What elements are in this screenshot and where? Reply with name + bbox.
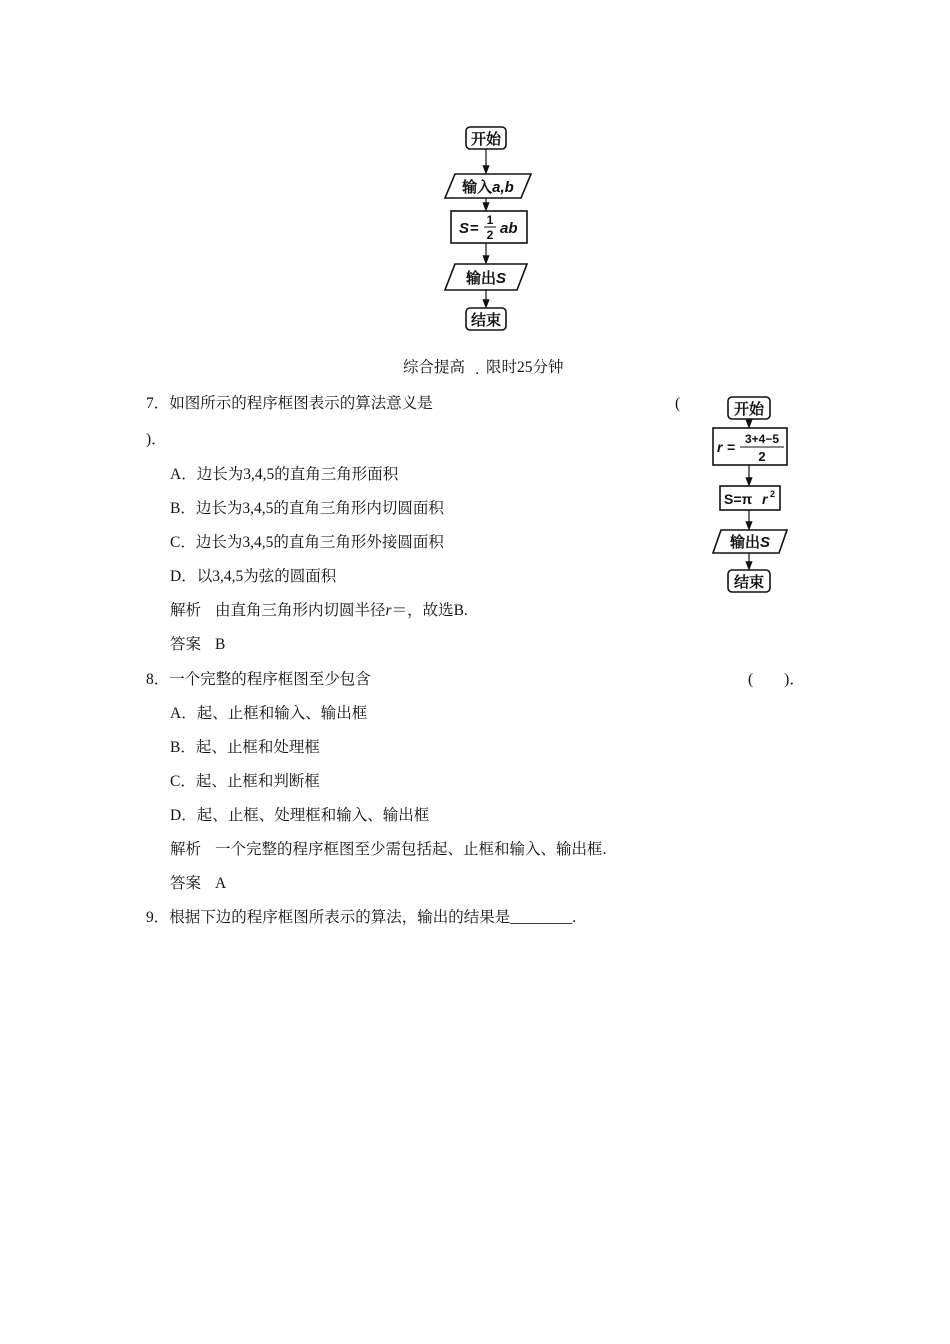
flow-input-vars: a,b [492, 179, 514, 196]
flowchart-top [435, 120, 545, 336]
svg-text:输入a,b [461, 178, 514, 196]
section-separator-dot: . [475, 362, 480, 378]
q8-option-d: D．起、止框、处理框和输入、输出框 [170, 807, 430, 824]
q7-flow-output-var: S [760, 534, 771, 551]
flow-process-box [451, 211, 527, 243]
flow-end-box [466, 308, 506, 330]
flow-process-rhs: ab [500, 220, 518, 237]
q8-option-a: A．起、止框和输入、输出框 [170, 705, 368, 722]
q7-flow-output-box [713, 530, 787, 553]
q7-answer-label: 答案 [170, 636, 202, 653]
q7-flow-s-var: r [762, 491, 768, 507]
q7-flow-start-box [728, 397, 770, 419]
q7-flow-s-sup: 2 [770, 489, 776, 499]
q7-paren-open: ( [675, 395, 681, 412]
q8-option-b: B．起、止框和处理框 [170, 739, 320, 756]
flow-output-box [445, 264, 527, 290]
q7-analysis-text: 由直角三角形内切圆半径 [215, 602, 386, 619]
q7-answer [170, 635, 225, 655]
svg-text:输出S [729, 533, 770, 551]
q7-analysis-eq: ＝，故选B. [391, 602, 468, 619]
q7-flow-r-box [713, 428, 787, 465]
q7-option-b: B．边长为3,4,5的直角三角形内切圆面积 [170, 500, 444, 517]
section-title-text: 综合提高 [403, 359, 466, 376]
q8-stem: 8．一个完整的程序框图至少包含 [146, 671, 371, 688]
q7-flow-end-box [728, 570, 770, 592]
q8-analysis-text: 一个完整的程序框图至少需包括起、止框和输入、输出框. [215, 841, 607, 858]
q7-flow-end-text: 结束 [733, 574, 765, 591]
flow-input-prefix: 输入 [462, 179, 493, 196]
flow-end-text: 结束 [470, 312, 502, 329]
q8-answer-label: 答案 [170, 875, 202, 892]
q8-analysis [170, 840, 606, 860]
q7-analysis-var: r [385, 602, 392, 619]
q8-paren: ( )． [748, 671, 805, 688]
q8-answer-value: A [215, 875, 227, 892]
q8-option-c: C．起、止框和判断框 [170, 773, 320, 790]
flow-start-text: 开始 [470, 131, 502, 148]
svg-text:输出S [465, 269, 506, 287]
q8-answer [170, 874, 226, 894]
section-title [403, 358, 465, 378]
q7-flow-start-text: 开始 [733, 401, 765, 418]
section-time-text: 限时25分钟 [486, 359, 564, 376]
q7-analysis-label: 解析 [170, 602, 202, 619]
q7-option-a: A．边长为3,4,5的直角三角形面积 [170, 466, 399, 483]
flow-output-var: S [496, 270, 507, 287]
flow-start-box [466, 127, 506, 149]
q7-flow-s-expr: S=π [724, 491, 753, 507]
q7-option-d: D．以3,4,5为弦的圆面积 [170, 568, 337, 585]
q9-stem: 9．根据下边的程序框图所表示的算法，输出的结果是________. [146, 909, 577, 926]
q7-flow-r-num: 3+4−5 [744, 432, 780, 446]
q7-flow-r-eq: = [727, 439, 736, 455]
section-time [486, 358, 564, 378]
q7-answer-value: B [215, 636, 226, 653]
q7-analysis [170, 601, 468, 621]
flow-process-eq: = [470, 220, 479, 237]
flow-input-box [445, 174, 531, 198]
q7-stem: 7．如图所示的程序框图表示的算法意义是 [146, 395, 433, 412]
q7-flow-s-box [720, 486, 780, 510]
flow-process-num: 1 [486, 213, 494, 227]
q7-flow-r-lhs: r [717, 439, 723, 455]
q7-option-c: C．边长为3,4,5的直角三角形外接圆面积 [170, 534, 444, 551]
q7-paren-close: )． [146, 431, 167, 448]
q8-analysis-label: 解析 [170, 841, 202, 858]
flow-process-lhs: S [459, 220, 470, 237]
flow-process-den: 2 [486, 228, 494, 242]
q7-flow-output-prefix: 输出 [729, 534, 760, 551]
flowchart-q7 [705, 392, 797, 598]
flow-output-prefix: 输出 [465, 270, 496, 287]
q7-flow-r-den: 2 [758, 449, 766, 464]
